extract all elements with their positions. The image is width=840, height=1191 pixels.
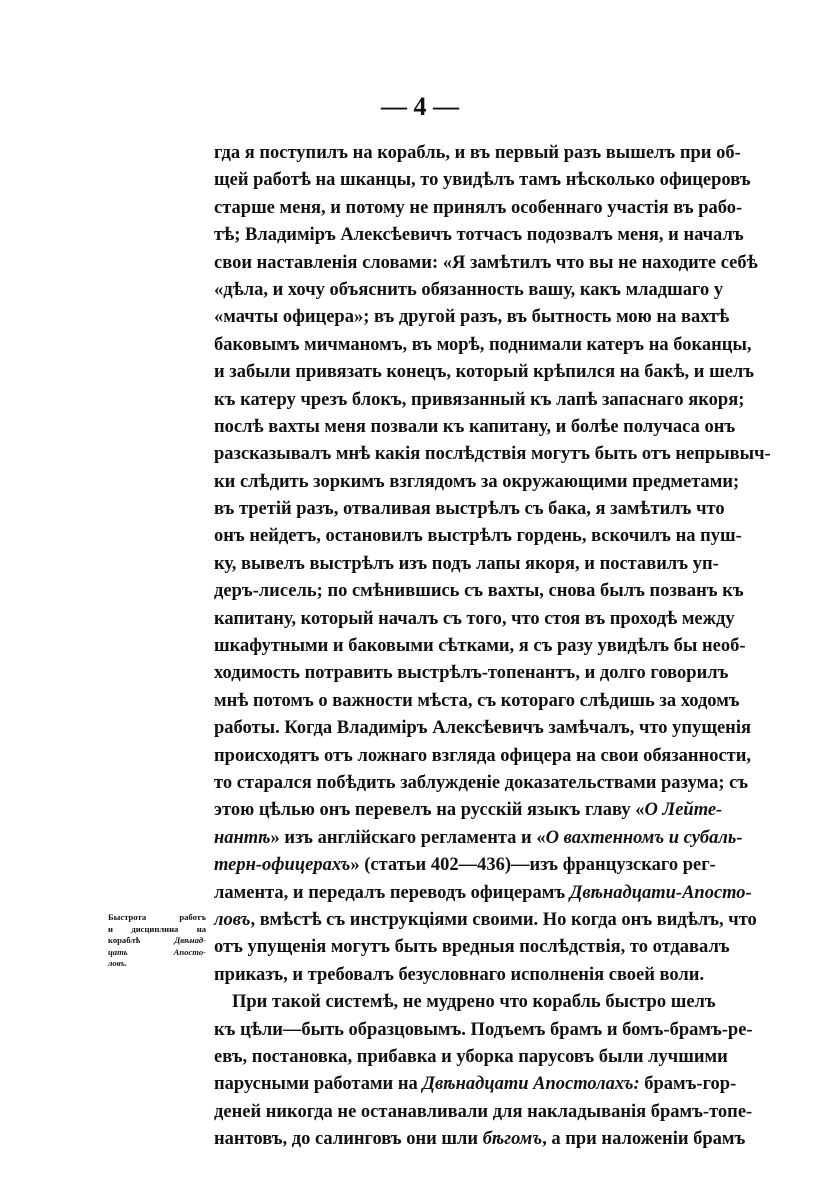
text-line: «дѣла, и хочу объяснить обязанность вашу, какъ младшаго у (214, 279, 724, 300)
text-line (214, 880, 752, 907)
text-run: , вмѣстѣ съ инструкціями своими. Но когда онъ видѣлъ, что (250, 909, 757, 930)
text-line: баковымъ мичманомъ, въ морѣ, поднимали катеръ на боканцы, (214, 334, 752, 355)
text-line: шкафутными и баковыми сѣтками, я съ разу увидѣлъ бы необ- (214, 636, 746, 657)
text-line: ходимость потравить выстрѣлъ-топенантъ, и долго говорилъ (214, 663, 729, 684)
text-line: деръ-лисель; по смѣнившись съ вахты, снова былъ позванъ къ (214, 581, 744, 602)
text-line: капитану, который началъ съ того, что стоя въ проходѣ между (214, 608, 735, 629)
margin-note-ship-name: ловъ. (108, 958, 128, 968)
margin-note-ship-name: Двѣнад- (174, 935, 206, 945)
text-line: разсказывалъ мнѣ какія послѣдствія могутъ быть отъ непрывыч- (214, 444, 771, 465)
chapter-title: нантѣ (214, 827, 271, 848)
text-line: свои наставленія словами: «Я замѣтилъ что вы не находите себѣ (214, 252, 758, 273)
page-number: — 4 — (381, 92, 459, 121)
margin-note-line: Быстрота работъ (108, 912, 206, 922)
chapter-title: О вахтенномъ и субаль- (545, 827, 743, 848)
text-line: ку, вывелъ выстрѣлъ изъ подъ лапы якоря, и поставилъ уп- (214, 553, 719, 574)
text-line: щей работѣ на шканцы, то увидѣлъ тамъ нѣсколько офицеровъ (214, 170, 751, 191)
ship-name: Двѣнадцати-Апосто- (569, 882, 752, 903)
text-line (214, 1126, 746, 1153)
text-line: къ катеру чрезъ блокъ, привязанный къ лапѣ запаснаго якоря; (214, 389, 745, 410)
text-run: нантовъ, до салинговъ они шли (214, 1129, 483, 1150)
paragraph-1 (214, 140, 771, 797)
text-line: старше меня, и потому не принялъ особеннаго участія въ рабо- (214, 197, 743, 218)
margin-note-line (108, 947, 206, 959)
text-run: ламента, и передалъ переводъ офицерамъ (214, 882, 570, 903)
text-run: парусными работами на (214, 1074, 423, 1095)
text-line: мнѣ потомъ о важности мѣста, съ котораго слѣдишь за ходомъ (214, 690, 740, 711)
text-run: этою цѣлью онъ перевелъ на русскій языкъ главу « (214, 800, 645, 821)
margin-note (108, 912, 206, 970)
text-line: и забыли привязать конецъ, который крѣпился на бакѣ, и шелъ (214, 362, 755, 383)
text-line: тѣ; Владиміръ Алексѣевичъ тотчасъ подозвалъ меня, и началъ (214, 225, 744, 246)
margin-note-line (108, 935, 206, 947)
text-line: онъ нейдетъ, остановилъ выстрѣлъ гордень, вскочилъ на пуш- (214, 526, 742, 547)
text-line (214, 852, 716, 879)
text-line (214, 1071, 737, 1098)
text-line: происходятъ отъ ложнаго взгляда офицера на свои обязанности, (214, 745, 752, 766)
text-line: приказъ, и требовалъ безусловнаго исполненія своей воли. (214, 964, 705, 985)
text-line (214, 825, 743, 852)
text-line: «мачты офицера»; въ другой разъ, въ бытность мою на вахтѣ (214, 307, 730, 328)
chapter-title: терн-офицерахъ (214, 855, 351, 876)
margin-note-ship-name: цать Апосто- (108, 946, 206, 957)
text-run: » (статьи 402—436)—изъ французскаго рег- (350, 855, 716, 876)
text-line: послѣ вахты меня позвали къ капитану, и болѣе получаса онъ (214, 416, 736, 437)
text-line: работы. Когда Владиміръ Алексѣевичъ замѣчалъ, что упущенія (214, 718, 751, 739)
text-line (214, 907, 757, 934)
text-line: гда я поступилъ на корабль, и въ первый разъ вышелъ при об- (214, 143, 741, 163)
text-run: » изъ англійскаго регламента и « (270, 827, 546, 848)
text-line: ки слѣдить зоркимъ взглядомъ за окружающими предметами; (214, 471, 740, 492)
margin-note-text: кораблѣ (108, 935, 175, 945)
body-text (214, 140, 771, 1153)
text-line: деней никогда не останавливали для накладыванія брамъ-топе- (214, 1101, 753, 1122)
text-line: отъ упущенія могутъ быть вредныя послѣдствія, то отдавалъ (214, 937, 730, 958)
text-line (214, 797, 723, 824)
text-line: къ цѣли—быть образцовымъ. Подъемъ брамъ и бомъ-брамъ-ре- (214, 1019, 753, 1040)
margin-note-line: и дисциплина на (108, 923, 206, 934)
text-line: то старался побѣдить заблужденіе доказательствами разума; съ (214, 772, 749, 793)
text-line: евъ, постановка, прибавка и уборка парусовъ были лучшими (214, 1046, 728, 1067)
margin-note-line (108, 958, 206, 970)
ship-name: Двѣнадцати Апостолахъ: (422, 1074, 640, 1095)
chapter-title: О Лейте- (644, 800, 723, 821)
emphasis: бѣгомъ (482, 1129, 543, 1150)
ship-name: ловъ (214, 909, 251, 930)
text-run: , а при наложеніи брамъ (542, 1129, 746, 1150)
text-run: брамъ-гор- (639, 1074, 737, 1095)
text-line: въ третій разъ, отваливая выстрѣлъ съ бака, я замѣтилъ что (214, 499, 725, 520)
text-line: При такой системѣ, не мудрено что корабль быстро шелъ (232, 992, 716, 1013)
